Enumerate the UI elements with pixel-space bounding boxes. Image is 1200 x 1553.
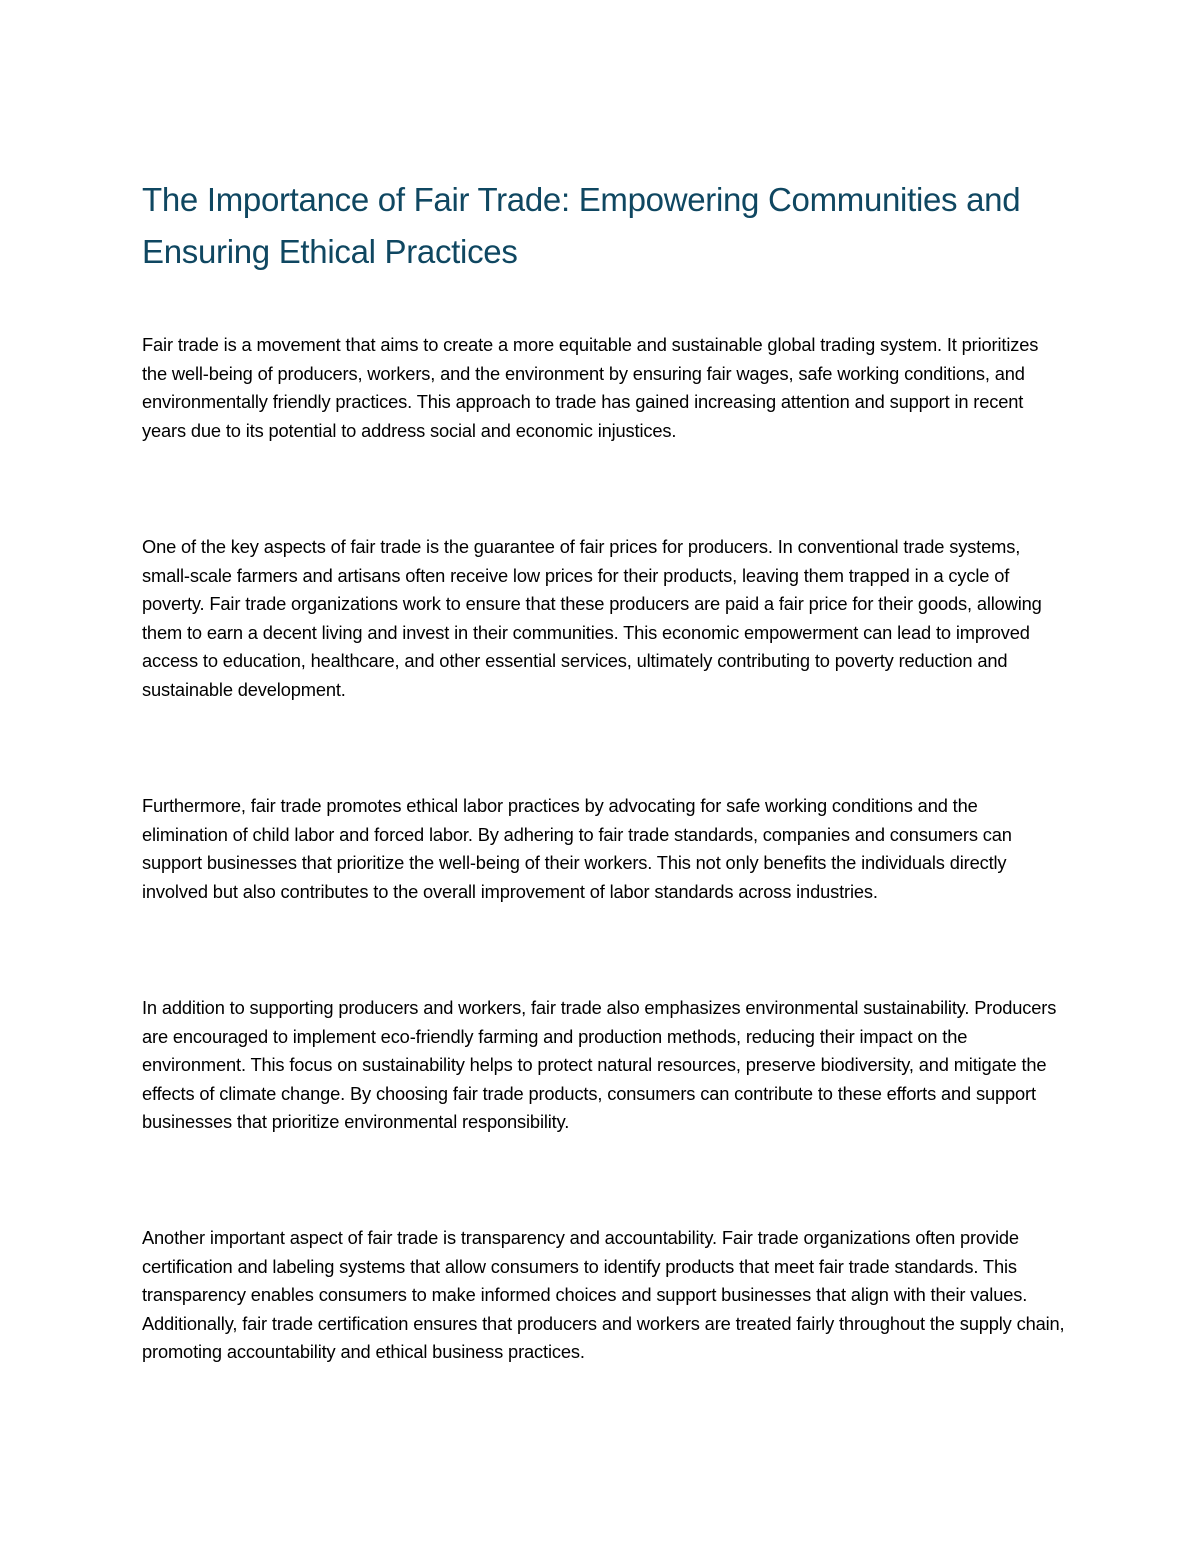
paragraph-labor-practices: Furthermore, fair trade promotes ethical labor practices by advocating for safe working conditions and the elimination of child labor and forced labor. By adhering to fair trade standards, companies and consumers can support businesses that prioritize the well-being of their workers. This not only benefits the individuals directly involved but also contributes to the overall improvement of labor standards across industries. <box>142 795 1012 902</box>
paragraph-transparency: Another important aspect of fair trade is transparency and accountability. Fair trade organizations often provide certification and labeling systems that allow consumers to identify products that meet fair trade standards. This transparency enables consumers to make informed choices and support businesses that align with their values. Additionally, fair trade certification ensures that producers and workers are treated fairly throughout the supply chain, promoting accountability and ethical business practices. <box>142 1227 1065 1363</box>
paragraph-fair-prices: One of the key aspects of fair trade is the guarantee of fair prices for producers. In conventional trade systems, small-scale farmers and artisans often receive low prices for their products, leaving them trapped in a cycle of poverty. Fair trade organizations work to ensure that these producers are paid a fair price for their goods, allowing them to earn a decent living and invest in their communities. This economic empowerment can lead to improved access to education, healthcare, and other essential services, ultimately contributing to poverty reduction and sustainable development. <box>142 536 1042 700</box>
paragraph-intro: Fair trade is a movement that aims to create a more equitable and sustainable global trading system. It prioritizes the well-being of producers, workers, and the environment by ensuring fair wages, safe working conditions, and environmentally friendly practices. This approach to trade has gained increasing attention and support in recent years due to its potential to address social and economic injustices. <box>142 334 1039 441</box>
paragraph-environment: In addition to supporting producers and workers, fair trade also emphasizes environmental sustainability. Producers are encouraged to implement eco-friendly farming and production methods, reducing their impact on the environment. This focus on sustainability helps to protect natural resources, preserve biodiversity, and mitigate the effects of climate change. By choosing fair trade products, consumers can contribute to these efforts and support businesses that prioritize environmental responsibility. <box>142 997 1057 1133</box>
document-title: The Importance of Fair Trade: Empowering Communities and Ensuring Ethical Practices <box>142 181 1021 270</box>
